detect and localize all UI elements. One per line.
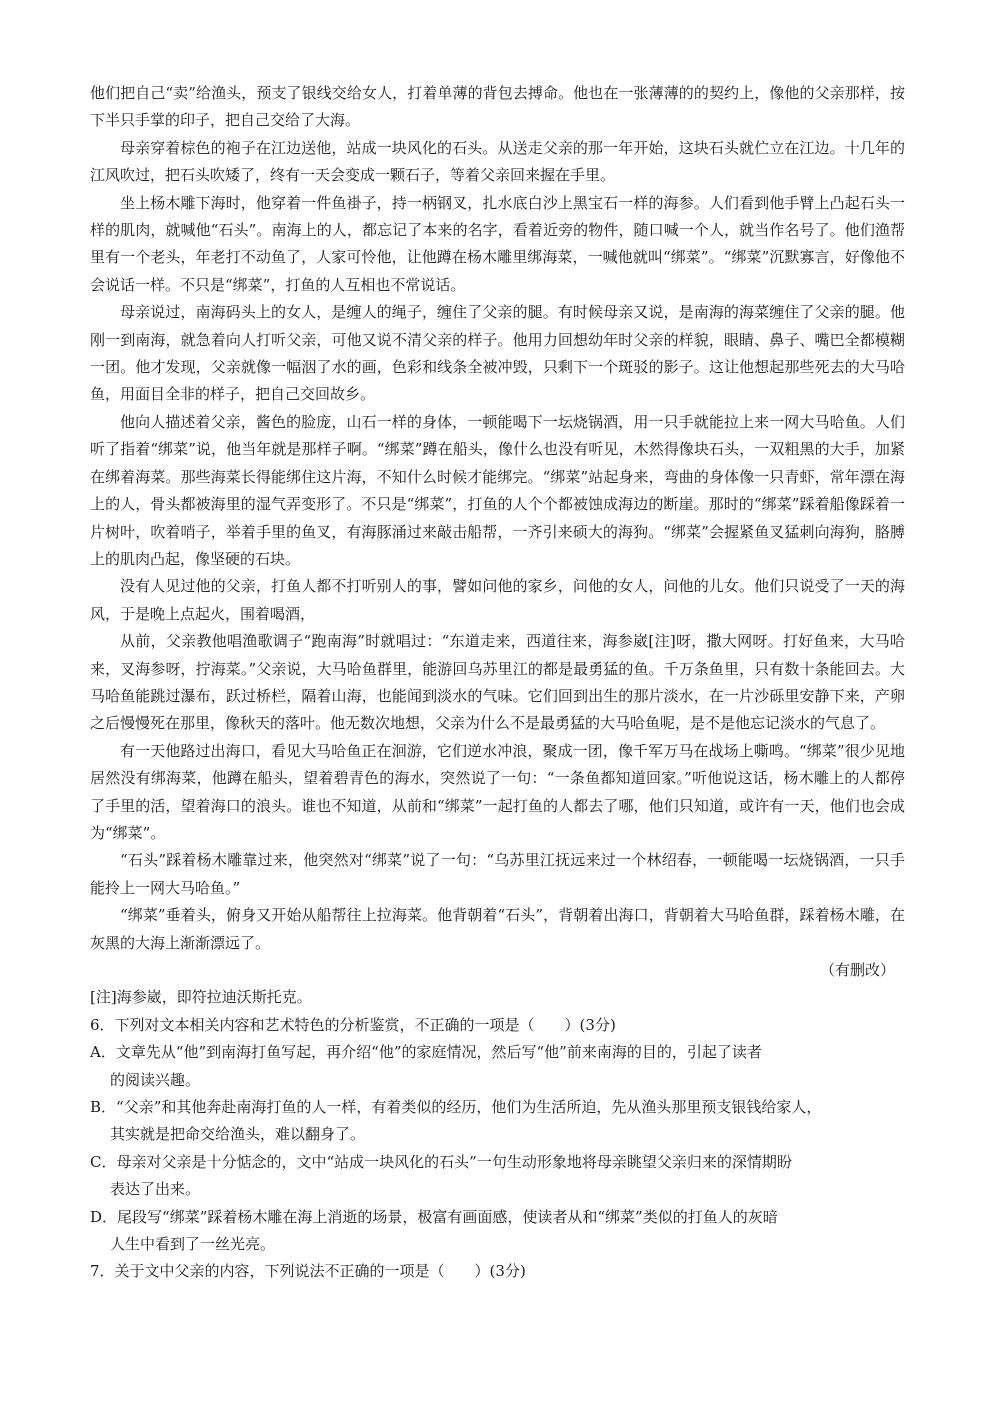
paragraph-3: 坐上杨木雕下海时，他穿着一件鱼褂子，持一柄钢叉，扎水底白沙上黑宝石一样的海参。人们看到他手臂上凸起石头一样的肌肉，就喊他“石头”。南海上的人，都忘记了本来的名字，看着近旁的物件，随口喊一个人，就当作名号了。他们渔帮里有一个老头，年老打不动鱼了，人家可怜他，让他蹲在杨木雕里绑海菜，一喊他就叫“绑菜”。“绑菜”沉默寡言，好像他不会说话一样。不只是“绑菜”，打鱼的人互相也不常说话。	[90, 193, 905, 294]
question-6-option-b	[90, 1094, 905, 1149]
option-a-line-2: 的阅读兴趣。	[110, 1070, 201, 1089]
option-c-line-2: 表达了出来。	[110, 1180, 201, 1199]
question-6-option-c	[90, 1149, 905, 1204]
option-a-line-1: A．文章先从“他”到南海打鱼写起，再介绍“他”的家庭情况，然后写“他”前来南海的目的，引起了读者	[90, 1043, 762, 1062]
paragraph-1: 他们把自己“卖”给渔头，预支了银线交给女人，打着单薄的背包去搏命。他也在一张薄薄的的契约上，像他的父亲那样，按下半只手掌的印子，把自己交给了大海。	[90, 84, 905, 130]
option-d-line-2: 人生中看到了一丝光亮。	[110, 1235, 276, 1254]
question-6-stem: 6．下列对文本相关内容和艺术特色的分析鉴赏，不正确的一项是（ ）(3分)	[90, 1015, 616, 1034]
question-7-stem: 7．关于文中父亲的内容，下列说法不正确的一项是（ ）(3分)	[90, 1262, 526, 1281]
option-c-line-1: C．母亲对父亲是十分惦念的，文中“站成一块风化的石头”一句生动形象地将母亲眺望父亲归来的深情期盼	[90, 1152, 792, 1171]
source-note: （有删改）	[819, 961, 895, 979]
paragraph-2: 母亲穿着棕色的袍子在江边送他，站成一块风化的石头。从送走父亲的那一年开始，这块石头就伫立在江边。十几年的江风吹过，把石头吹矮了，终有一天会变成一颗石子，等着父亲回来握在手里。	[90, 138, 905, 185]
option-b-line-2: 其实就是把命交给渔头，难以翻身了。	[110, 1125, 366, 1144]
paragraph-5: 他向人描述着父亲，酱色的脸庞，山石一样的身体，一顿能喝下一坛烧锅酒，用一只手就能拉上来一网大马哈鱼。人们听了指着“绑菜”说，他当年就是那样子啊。“绑菜”蹲在船头，像什么也没有听见，木然得像块石头，一双粗黑的大手，加紧在绑着海菜。那些海菜长得能绑住这片海，不知什么时候才能绑完。“绑菜”站起身来，弯曲的身体像一只青虾，常年漂在海上的人，骨头都被海里的湿气弄变形了。不只是“绑菜”，打鱼的人个个都被蚀成海边的断崖。那时的“绑菜”踩着船像踩着一片树叶，吹着哨子，举着手里的鱼叉，有海豚涌过来敲击船帮，一齐引来硕大的海狗。“绑菜”会握紧鱼叉猛刺向海狗，胳膊上的肌肉凸起，像坚硬的石块。	[90, 412, 905, 568]
question-6-option-a	[90, 1039, 905, 1094]
option-d-line-1: D．尾段写“绑菜”踩着杨木雕在海上消逝的场景，极富有画面感，使读者从和“绑菜”类似的打鱼人的灰暗	[90, 1207, 778, 1226]
exam-page	[90, 80, 905, 1286]
option-b-line-1: B．“父亲”和其他奔赴南海打鱼的人一样，有着类似的经历，他们为生活所迫，先从渔头那里预支银钱给家人，	[90, 1098, 822, 1117]
question-6-option-d	[90, 1204, 905, 1259]
paragraph-8: 有一天他路过出海口，看见大马哈鱼正在洄游，它们逆水冲浪，聚成一团，像千军万马在战场上嘶鸣。“绑菜”很少见地居然没有绑海菜，他蹲在船头，望着碧青色的海水，突然说了一句：“一条鱼都知道回家。”听他说这话，杨木雕上的人都停了手里的活，望着海口的浪头。谁也不知道，从前和“绑菜”一起打鱼的人都去了哪，他们只知道，或许有一天，他们也会成为“绑菜”。	[90, 741, 905, 842]
paragraph-9: “石头”踩着杨木雕靠过来，他突然对“绑菜”说了一句：“乌苏里江抚远来过一个林绍春，一顿能喝一坛烧锅酒，一只手能拎上一网大马哈鱼。”	[90, 851, 905, 897]
annotation: [注]海参崴，即符拉迪沃斯托克。	[90, 988, 312, 1007]
paragraph-6: 没有人见过他的父亲，打鱼人都不打听别人的事，譬如问他的家乡，问他的女人，问他的儿女。他们只说受了一天的海风，于是晚上点起火，围着喝酒，	[90, 577, 905, 623]
paragraph-4: 母亲说过，南海码头上的女人，是缠人的绳子，缠住了父亲的腿。有时候母亲又说，是南海的海菜缠住了父亲的腿。他刚一到南海，就急着向人打听父亲，可他又说不清父亲的样子。他用力回想幼年时父亲的样貌，眼睛、鼻子、嘴巴全都模糊一团。他才发现，父亲就像一幅洇了水的画，色彩和线条全被冲毁，只剩下一个斑驳的影子。这让他想起那些死去的大马哈鱼，用面目全非的样子，把自己交回故乡。	[90, 303, 905, 404]
paragraph-10: “绑菜”垂着头，俯身又开始从船帮往上拉海菜。他背朝着“石头”，背朝着出海口，背朝着大马哈鱼群，踩着杨木雕，在灰黑的大海上渐渐漂远了。	[90, 906, 905, 952]
paragraph-7: 从前，父亲教他唱渔歌调子“跑南海”时就唱过：“东道走来，西道往来，海参崴[注]呀，撒大网呀。打好鱼来，大马哈来，叉海参呀，拧海菜。”父亲说，大马哈鱼群里，能游回乌苏里江的都是最勇猛的鱼。千万条鱼里，只有数十条能回去。大马哈鱼能跳过瀑布，跃过桥栏，隔着山海，也能闻到淡水的气味。它们回到出生的那片淡水，在一片沙砾里安静下来，产卵之后慢慢死在那里，像秋天的落叶。他无数次地想，父亲为什么不是最勇猛的大马哈鱼呢，是不是他忘记淡水的气息了。	[90, 632, 905, 733]
